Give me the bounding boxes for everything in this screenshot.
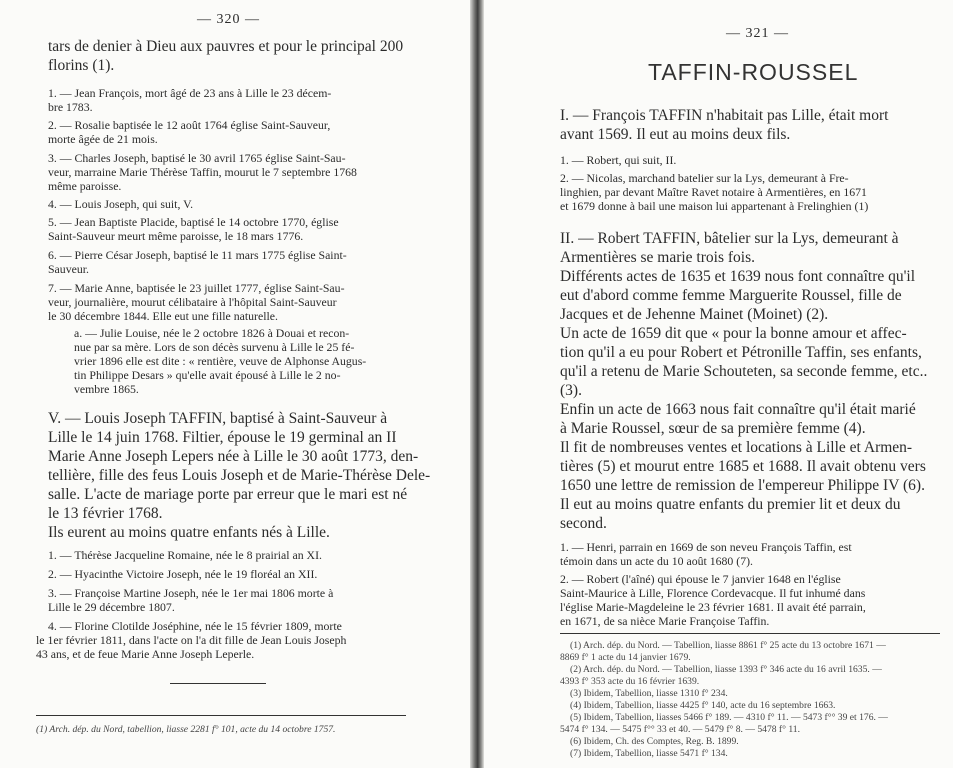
text-line: et 1679 donne à bail une maison lui appartenant à Frelinghien (1) bbox=[560, 199, 869, 213]
text-line: Enfin un acte de 1663 nous fait connaître qu'il était marié bbox=[560, 401, 916, 418]
text-line: Sauveur. bbox=[48, 262, 89, 276]
text-line: Différents actes de 1635 et 1639 nous font connaître qu'il bbox=[560, 268, 916, 285]
text-line: 4. — Louis Joseph, qui suit, V. bbox=[48, 197, 194, 211]
text-line: tars de denier à Dieu aux pauvres et pour le principal 200 bbox=[48, 38, 404, 55]
text-line: 2. — Hyacinthe Victoire Joseph, née le 19 floréal an XII. bbox=[48, 567, 318, 581]
text-line: II. — Robert TAFFIN, bâtelier sur la Lys, demeurant à bbox=[560, 230, 899, 247]
footnote: (3) Ibidem, Tabellion, liasse 1310 f° 234. bbox=[570, 688, 728, 699]
page-title: TAFFIN-ROUSSEL bbox=[648, 59, 859, 85]
text-line: 2. — Robert (l'aîné) qui épouse le 7 janvier 1648 en l'église bbox=[560, 572, 841, 586]
footnote: (2) Arch. dép. du Nord. — Tabellion, liasse 1393 f° 346 acte du 16 avril 1635. — bbox=[570, 664, 882, 675]
text-line: le 13 février 1768. bbox=[48, 505, 163, 522]
text-line: Marie Anne Joseph Lepers née à Lille le 30 août 1773, den- bbox=[48, 448, 419, 465]
text-line: Un acte de 1659 dit que « pour la bonne amour et affec- bbox=[560, 325, 907, 342]
text-line: témoin dans un acte du 10 août 1680 (7). bbox=[560, 554, 753, 568]
book-gutter bbox=[470, 0, 484, 768]
text-line: 1. — Henri, parrain en 1669 de son neveu François Taffin, est bbox=[560, 540, 852, 554]
text-line: tion qu'il a eu pour Robert et Pétronille Taffin, ses enfants, bbox=[560, 344, 922, 361]
left-page bbox=[0, 0, 470, 768]
text-line: florins (1). bbox=[48, 57, 115, 74]
footnote: (1) Arch. dép. du Nord, tabellion, liasse 2281 f° 101, acte du 14 octobre 1757. bbox=[36, 724, 336, 735]
text-line: tellière, fille des feus Louis Joseph et de Marie-Thérèse Dele- bbox=[48, 467, 431, 484]
text-line: à Marie Roussel, sœur de sa première femme (4). bbox=[560, 420, 866, 437]
text-line: veur, journalière, mourut célibataire à l'hôpital Saint-Sauveur bbox=[48, 295, 337, 309]
text-line: 43 ans, et de feue Marie Anne Joseph Leperle. bbox=[36, 647, 255, 661]
text-line: tin Philippe Desars » qu'elle avait épousé à Lille le 2 no- bbox=[74, 368, 341, 382]
text-line: vrier 1896 elle est dite : « rentière, veuve de Alphonse Augus- bbox=[74, 354, 367, 368]
footnote: 5474 f° 134. — 5475 f°° 33 et 40. — 5479 f° 8. — 5478 f° 11. bbox=[560, 724, 800, 735]
footnote-rule bbox=[36, 715, 406, 716]
text-line: l'église Marie-Magdeleine le 23 février 1681. Il avait été parrain, bbox=[560, 600, 866, 614]
text-line: 6. — Pierre César Joseph, baptisé le 11 mars 1775 église Saint- bbox=[48, 248, 347, 262]
text-line: morte âgée de 21 mois. bbox=[48, 132, 158, 146]
text-line: le 30 décembre 1844. Elle eut une fille naturelle. bbox=[48, 309, 278, 323]
text-line: bre 1783. bbox=[48, 100, 93, 114]
footnote: (6) Ibidem, Ch. des Comptes, Reg. B. 1899. bbox=[570, 736, 739, 747]
text-line: 1. — Robert, qui suit, II. bbox=[560, 153, 677, 167]
text-line: Armentières se marie trois fois. bbox=[560, 249, 755, 266]
text-line: 1. — Thérèse Jacqueline Romaine, née le 8 prairial an XI. bbox=[48, 548, 322, 562]
footnote: (7) Ibidem, Tabellion, liasse 5471 f° 134. bbox=[570, 748, 728, 759]
text-line: avant 1569. Il eut au moins deux fils. bbox=[560, 126, 791, 143]
text-line: Il eut au moins quatre enfants du premier lit et deux du bbox=[560, 496, 901, 513]
text-line: nue par sa mère. Lors de son décès survenu à Lille le 25 fé- bbox=[74, 340, 355, 354]
text-line: même paroisse. bbox=[48, 179, 122, 193]
page-number: — 321 — bbox=[726, 26, 789, 41]
text-line: Saint-Sauveur meurt même paroisse, le 18 mars 1776. bbox=[48, 229, 304, 243]
footnote: 8869 f° 1 acte du 14 janvier 1679. bbox=[560, 652, 691, 663]
text-line: Saint-Maurice à Lille, Florence Cordevacque. Il fut inhumé dans bbox=[560, 586, 866, 600]
text-line: I. — François TAFFIN n'habitait pas Lille, était mort bbox=[560, 107, 889, 124]
text-line: 1650 une lettre de remission de l'empereur Philippe IV (6). bbox=[560, 477, 925, 494]
footnote: (5) Ibidem, Tabellion, liasses 5466 f° 189. — 4310 f° 11. — 5473 f°° 39 et 176. — bbox=[570, 712, 888, 723]
text-line: linghien, par devant Maître Ravet notaire à Armentières, en 1671 bbox=[560, 185, 867, 199]
right-page bbox=[484, 0, 953, 768]
text-line: 1. — Jean François, mort âgé de 23 ans à Lille le 23 décem- bbox=[48, 86, 332, 100]
text-line: 2. — Nicolas, marchand batelier sur la Lys, demeurant à Fre- bbox=[560, 171, 849, 185]
footnote-rule bbox=[560, 633, 940, 634]
text-line: 7. — Marie Anne, baptisée le 23 juillet 1777, église Saint-Sau- bbox=[48, 281, 345, 295]
text-line: Jacques et de Jehenne Mainet (Moinet) (2). bbox=[560, 306, 829, 323]
text-line: tières (5) et mourut entre 1685 et 1688. Il avait obtenu vers bbox=[560, 458, 926, 475]
text-line: a. — Julie Louise, née le 2 octobre 1826 à Douai et recon- bbox=[74, 326, 350, 340]
text-line: qu'il a retenu de Marie Schouteten, sa seconde femme, etc.. bbox=[560, 363, 928, 380]
text-line: 3. — Françoise Martine Joseph, née le 1er mai 1806 morte à bbox=[48, 586, 334, 600]
text-line: Ils eurent au moins quatre enfants nés à Lille. bbox=[48, 524, 330, 541]
page-number: — 320 — bbox=[197, 12, 260, 27]
text-line: second. bbox=[560, 515, 607, 532]
text-line: le 1er février 1811, dans l'acte on l'a dit fille de Jean Louis Joseph bbox=[36, 633, 347, 647]
text-line: en 1671, de sa nièce Marie Françoise Taffin. bbox=[560, 614, 770, 628]
text-line: 4. — Florine Clotilde Joséphine, née le 15 février 1809, morte bbox=[48, 619, 342, 633]
text-line: Lille le 14 juin 1768. Filtier, épouse le 19 germinal an II bbox=[48, 429, 397, 446]
text-line: vembre 1865. bbox=[74, 382, 139, 396]
text-line: 3. — Charles Joseph, baptisé le 30 avril 1765 église Saint-Sau- bbox=[48, 151, 346, 165]
footnote: (1) Arch. dép. du Nord. — Tabellion, liasse 8861 f° 25 acte du 13 octobre 1671 — bbox=[570, 640, 886, 651]
footnote: (4) Ibidem, Tabellion, liasse 4425 f° 140, acte du 16 septembre 1663. bbox=[570, 700, 836, 711]
text-line: eut d'abord comme femme Marguerite Roussel, fille de bbox=[560, 287, 902, 304]
text-line: 2. — Rosalie baptisée le 12 août 1764 église Saint-Sauveur, bbox=[48, 118, 331, 132]
text-line: veur, marraine Marie Thérèse Taffin, mourut le 7 septembre 1768 bbox=[48, 165, 357, 179]
text-line: salle. L'acte de mariage porte par erreur que le mari est né bbox=[48, 486, 408, 503]
text-line: V. — Louis Joseph TAFFIN, baptisé à Saint-Sauveur à bbox=[48, 410, 388, 427]
text-line: Lille le 29 décembre 1807. bbox=[48, 600, 175, 614]
text-line: (3). bbox=[560, 382, 582, 399]
text-line: Il fit de nombreuses ventes et locations à Lille et Armen- bbox=[560, 439, 913, 456]
divider bbox=[170, 683, 266, 684]
text-line: 5. — Jean Baptiste Placide, baptisé le 14 octobre 1770, église bbox=[48, 215, 339, 229]
footnote: 4393 f° 353 acte du 16 février 1639. bbox=[560, 676, 700, 687]
